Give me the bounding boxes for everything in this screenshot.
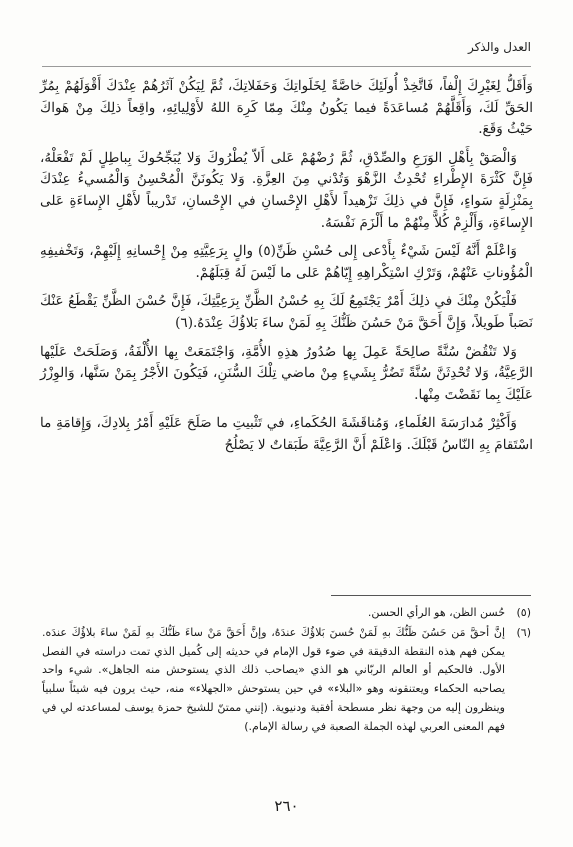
body-paragraph: وَلا تَنْقُضْ سُنَّةً صالِحَةً عَمِلَ بِها صُدُورُ هذِهِ الأُمَّةِ، وَاجْتَمَعَتْ بِها الأُلْفَةُ، وَصَلَحَتْ عَلَيْها الرَّعِيَّةُ، وَلا تُحْدِثَنَّ سُنَّةً تَضُرُّ بِشَيءٍ مِنْ ماضي تِلْكَ السُّنَنِ، فَيَكُونَ الأَجْرُ بِمَنْ سَنَّها، وَالوِزْرُ عَلَيْكَ بِما نَقَضْتَ مِنْها. <box>40 343 533 403</box>
footnote-divider <box>331 595 531 596</box>
body-paragraph: وَأَكْثِرْ مُدارَسَةَ العُلَماءِ، وَمُناقَشَةَ الحُكَماءِ، في تَثْبيتِ ما صَلَحَ عَلَيْهِ أَمْرُ بِلادِكَ، وَإِقامَةِ ما اسْتَقامَ بِهِ النّاسُ قَبْلَكَ. وَاعْلَمْ أَنَّ الرَّعِيَّةَ طَبَقاتٌ لا يَصْلُحُ <box>40 415 533 453</box>
main-text-block <box>40 76 533 464</box>
body-paragraph: وَأَقَلُّ لِغَيْرِكَ إِلْفاً، فَاتَّخِذْ أُولَئِكَ خاصَّةً لِخَلَواتِكَ وَحَفَلاتِكَ، ثُمَّ لِيَكُنْ آثَرُهُمْ عِنْدَكَ أَقْوَلَهُمْ بِمُرِّ الحَقِّ لَكَ، وَأَقَلَّهُمْ مُساعَدَةً فيما يَكُونُ مِنْكَ مِمّا كَرِهَ اللهُ لأَوْلِيائِهِ، واقِعاً ذلِكَ مِنْ هَواكَ حَيْثُ وَقَعَ. <box>40 78 533 138</box>
body-paragraph: فَلْيَكُنْ مِنْكَ في ذلِكَ أَمْرٌ يَجْتَمِعُ لَكَ بِهِ حُسْنُ الظَّنِّ بِرَعِيَّتِكَ، فَإِنَّ حُسْنَ الظَّنِّ يَقْطَعُ عَنْكَ نَصَباً طَويلاً، وَإِنَّ أَحَقَّ مَنْ حَسُنَ ظَنُّكَ بِهِ لَمَنْ ساءَ بَلاؤُكَ عِنْدَهُ.(٦) <box>40 293 533 331</box>
header-divider <box>42 66 531 67</box>
footnote-text: إنَّ أحقَّ مَن حَسُنَ ظَنُّكَ بهِ لَمَنْ حُسنَ بَلاؤُكَ عندَهُ، وإنَّ أَحَقَّ مَنْ ساءَ ظَنُّكَ بهِ لَمَنْ ساءَ بلاؤُكَ عندَه. يمكن فهم هذه النقطة الدقيقة في ضوء قول الإمام في حديثه إلى كُميل الذي تمت دراسته في الفصل الأول. فالحكيم أو العالم الربّاني هو الذي «يصاحب ذلك الذي يستوحش منه الجاهل». شيء واحد يصاحبه الحكماء ويعتنقونه وهو «البلاء» في حين يستوحش «الجهلاء» منه، حيث يرون فيه شيئاً سلبياً وينظرون إليه من وجهة نظر مسطحة أفقية ودنيوية. (إنني ممتنّ للشيخ حمزة يوسف لمساعدته لي في فهم المعنى العربي لهذه الجملة الصعبة في رسالة الإمام.) <box>42 625 505 733</box>
body-paragraph: وَالْصَقْ بِأَهْلِ الوَرَعِ والصِّدْقِ، ثُمَّ رُضْهُمْ عَلى أَلاّ يُطْرُوكَ وَلا يُبَجِّحُوكَ بِباطِلٍ لَمْ تَفْعَلْهُ، فَإِنَّ كَثْرَةَ الإِطْراءِ تُحْدِثُ الزَّهْوَ وَتُدْني مِنَ العِزَّةِ. وَلا يَكُونَنَّ الْمُحْسِنُ وَالْمُسيءُ عِنْدَكَ بِمَنْزِلَةٍ سَواءٍ، فَإِنَّ في ذلِكَ تَزْهيداً لأَهْلِ الإِحْسانِ في الإِحْسانِ، تَدْريباً لأَهْلِ الإِساءَةِ عَلى الإِساءَةِ، وَأَلْزِمْ كُلاًّ مِنْهُمْ ما أَلْزَمَ نَفْسَهُ. <box>40 149 533 231</box>
footnote-item <box>42 604 531 623</box>
footnote-text: حُسن الظن، هو الرأي الحسن. <box>367 606 505 619</box>
body-paragraph: وَاعْلَمْ أَنَّهُ لَيْسَ شَيْءٌ بِأَدْعى إِلى حُسْنِ ظَنِّ(٥) والٍ بِرَعِيَّتِهِ مِنْ إِحْسانِهِ إِلَيْهِمْ، وَتَخْفيفِهِ الْمُؤُوناتِ عَنْهُمْ، وَتَرْكِ اسْتِكْراهِهِ إِيّاهُمْ عَلى ما لَيْسَ لَهُ قِبَلَهُمْ. <box>40 243 533 281</box>
footnotes-block <box>42 604 531 738</box>
footnote-number: (٦) <box>516 625 531 639</box>
footnote-item <box>42 624 531 737</box>
page-number: ٢٦٠ <box>274 797 299 815</box>
running-header: العدل والذكر <box>467 40 531 54</box>
footnote-number: (٥) <box>516 606 531 619</box>
